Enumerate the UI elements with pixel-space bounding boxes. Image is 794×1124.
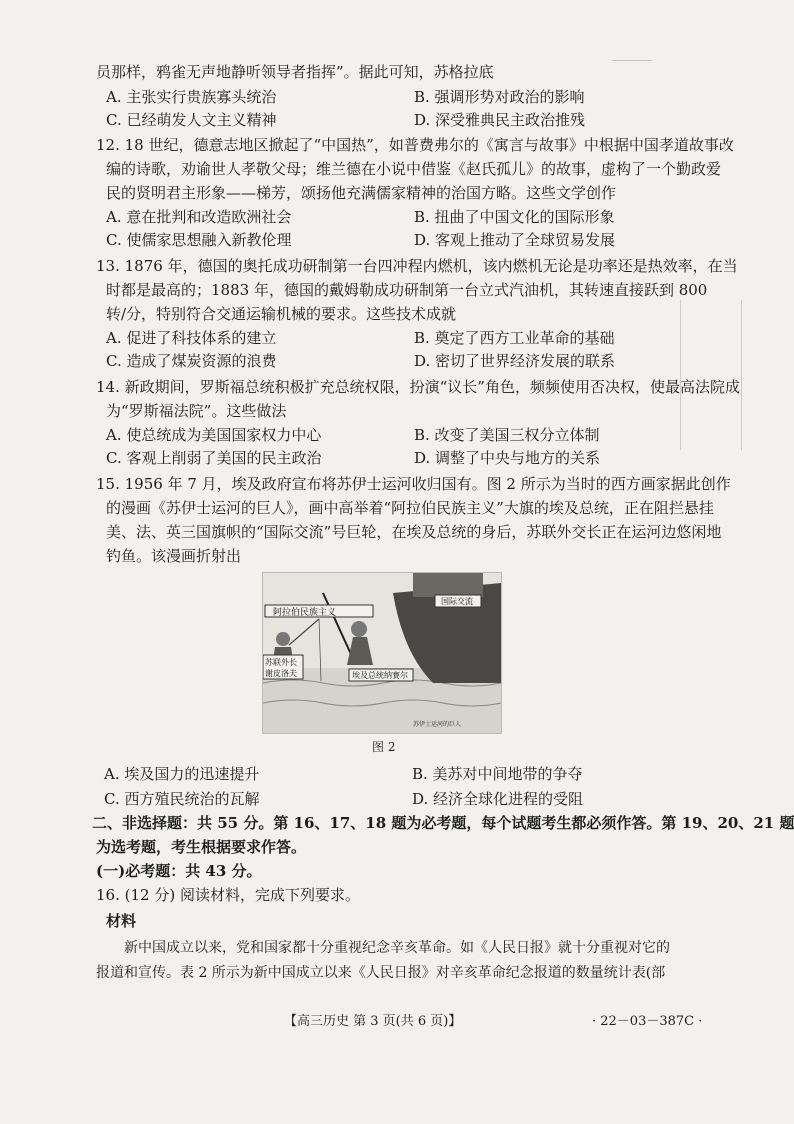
cartoon-label-soviet-2: 谢皮洛夫 bbox=[265, 669, 297, 678]
cartoon-label-soviet-1: 苏联外长 bbox=[265, 658, 297, 667]
material-text: 报道和宣传。表 2 所示为新中国成立以来《人民日报》对辛亥革命纪念报道的数量统计表(部 bbox=[96, 965, 666, 981]
q14-option-d: D. 调整了中央与地方的关系 bbox=[414, 449, 601, 467]
section-2-header-cont: 为选考题，考生根据要求作答。 bbox=[96, 838, 307, 856]
q12-stem-line: 12. 18 世纪，德意志地区掀起了“中国热”，如普费弗尔的《寓言与故事》中根据中国孝道故事改 bbox=[96, 136, 734, 154]
q12-option-c: C. 使儒家思想融入新教伦理 bbox=[106, 231, 292, 249]
q13-stem-line: 13. 1876 年，德国的奥托成功研制第一台四冲程内燃机，该内燃机无论是功率还是热效率，在当 bbox=[96, 257, 738, 275]
q14-stem-line: 为“罗斯福法院”。这些做法 bbox=[106, 402, 287, 420]
q14-option-a: A. 使总统成为美国国家权力中心 bbox=[106, 426, 322, 444]
q15-option-b: B. 美苏对中间地带的争夺 bbox=[412, 765, 583, 783]
q16-stem: 16. (12 分) 阅读材料，完成下列要求。 bbox=[96, 886, 360, 904]
material-text: 新中国成立以来，党和国家都十分重视纪念辛亥革命。如《人民日报》就十分重视对它的 bbox=[124, 940, 670, 956]
q12-stem-line: 编的诗歌，劝谕世人孝敬父母；维兰德在小说中借鉴《赵氏孤儿》的故事，虚构了一个勤政爱 bbox=[106, 160, 722, 178]
q13-option-d: D. 密切了世界经济发展的联系 bbox=[414, 352, 616, 370]
q15-stem-line: 的漫画《苏伊士运河的巨人》，画中高举着“阿拉伯民族主义”大旗的埃及总统，正在阻拦悬挂 bbox=[106, 499, 714, 517]
q13-option-b: B. 奠定了西方工业革命的基础 bbox=[414, 329, 615, 347]
required-section-header: (一)必考题：共 43 分。 bbox=[96, 862, 262, 880]
q15-option-c: C. 西方殖民统治的瓦解 bbox=[104, 790, 260, 808]
q11-option-c: C. 已经萌发人文主义精神 bbox=[106, 111, 277, 129]
q13-option-c: C. 造成了煤炭资源的浪费 bbox=[106, 352, 277, 370]
q15-option-d: D. 经济全球化进程的受阻 bbox=[412, 790, 584, 808]
page-footer-code: · 22－03－387C · bbox=[592, 1014, 703, 1029]
q14-option-c: C. 客观上削弱了美国的民主政治 bbox=[106, 449, 322, 467]
q13-stem-line: 时都是最高的；1883 年，德国的戴姆勒成功研制第一台立式汽油机，其转速直接跃到 800 bbox=[106, 281, 708, 299]
q14-stem-line: 14. 新政期间，罗斯福总统积极扩充总统权限，扮演“议长”角色，频频使用否决权，使最高法院成 bbox=[96, 378, 740, 396]
q15-stem-line: 15. 1956 年 7 月，埃及政府宣布将苏伊士运河收归国有。图 2 所示为当时的西方画家据此创作 bbox=[96, 475, 731, 493]
cartoon-label-egypt: 埃及总统纳赛尔 bbox=[352, 671, 408, 680]
q15-stem-line: 钓鱼。该漫画折射出 bbox=[106, 547, 242, 565]
section-2-header: 二、非选择题：共 55 分。第 16、17、18 题为必考题，每个试题考生都必须作答。第 19、20、21 题 bbox=[92, 814, 794, 832]
figure-caption: 图 2 bbox=[372, 740, 396, 754]
cartoon-drawing bbox=[263, 573, 501, 733]
q15-stem-line: 美、法、英三国旗帜的“国际交流”号巨轮，在埃及总统的身后，苏联外交长正在运河边悠闲地 bbox=[106, 523, 722, 541]
bleed-through-mark bbox=[612, 60, 652, 81]
q11-option-d: D. 深受雅典民主政治推残 bbox=[414, 111, 586, 129]
q15-option-a: A. 埃及国力的迅速提升 bbox=[104, 765, 260, 783]
q14-option-b: B. 改变了美国三权分立体制 bbox=[414, 426, 600, 444]
cartoon-label-ship: 国际交流 bbox=[441, 597, 473, 606]
q13-stem-line: 转/分，特别符合交通运输机械的要求。这些技术成就 bbox=[106, 305, 457, 323]
q13-option-a: A. 促进了科技体系的建立 bbox=[106, 329, 277, 347]
cartoon-figure bbox=[262, 572, 502, 734]
q12-option-a: A. 意在批判和改造欧洲社会 bbox=[106, 208, 292, 226]
cartoon-label-bottom: 苏伊士运河的巨人 bbox=[413, 721, 462, 728]
page-footer-center: 【高三历史 第 3 页(共 6 页)】 bbox=[284, 1014, 462, 1029]
cartoon-label-flag: 阿拉伯民族主义 bbox=[273, 608, 337, 618]
bleed-through-mark bbox=[680, 300, 742, 450]
q12-option-b: B. 扭曲了中国文化的国际形象 bbox=[414, 208, 615, 226]
q11-tail: 员那样，鸦雀无声地静听领导者指挥”。据此可知，苏格拉底 bbox=[96, 63, 494, 81]
material-label: 材料 bbox=[106, 912, 137, 930]
q12-stem-line: 民的贤明君主形象——梯芳，颂扬他充满儒家精神的治国方略。这些文学创作 bbox=[106, 184, 617, 202]
q11-option-a: A. 主张实行贵族寡头统治 bbox=[106, 88, 277, 106]
q11-option-b: B. 强调形势对政治的影响 bbox=[414, 88, 585, 106]
q12-option-d: D. 客观上推动了全球贸易发展 bbox=[414, 231, 616, 249]
